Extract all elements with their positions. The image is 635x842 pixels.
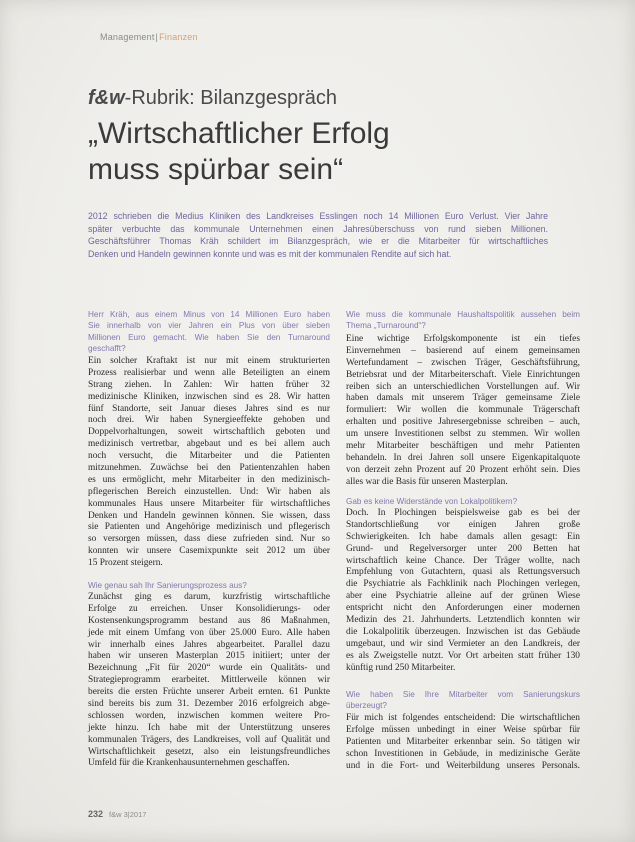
left-column — [88, 0, 330, 842]
answer-text-line: die Lokalpolitik überzeugen. Inzwischen ist das Gebäude — [346, 626, 580, 637]
answer-text-line: Denken und Handeln gewinnen können. Sie wissen, dass — [88, 510, 330, 521]
page-number: 232 — [88, 809, 104, 819]
answer-text-line: Erfolge müssen unbedingt in einer Weise spürbar für — [346, 724, 580, 735]
answer-text-line: haben wir unseren Masterplan 2015 initiiert; unter der — [88, 651, 330, 662]
answer-text-line: Doppelvorhaltungen, soweit wirtschaftlich geboten und — [88, 427, 330, 438]
question-text-line: Gab es keine Widerstände von Lokalpolitikern? — [346, 497, 518, 506]
answer-text-line: Ein solcher Kraftakt ist nur mit einem strukturierten — [88, 356, 330, 366]
answer-text-line: medizinisch vertretbar, abgebaut und es bei allem auch — [88, 439, 330, 450]
question-text-line: Wie muss die kommunale Haushaltspolitik aussehen beim — [346, 310, 580, 319]
answer-text-line: wir innerhalb eines Jahres abgearbeitet. Parallel dazu — [88, 639, 330, 650]
answer-text-line: umgebaut, und wir sind Vermieter an den Landkreis, der — [346, 638, 580, 649]
question-text-line: Sie innerhalb von vier Jahren ein Plus von über sieben — [88, 321, 330, 331]
answer-text-line: reiben sich an unterschiedlichen Vorstellungen auf. Wir — [346, 381, 580, 392]
answer-text-line: Grund- und Regelversorger unter 200 Betten hat — [346, 543, 580, 554]
magazine-brand: f&w — [88, 87, 125, 109]
rubric-label: -Rubrik: Bilanzgespräch — [124, 87, 337, 109]
answer-text-line: Eine wichtige Erfolgskomponente ist ein tiefes — [346, 334, 580, 344]
answer-text-line: künftig rund 250 Mitarbeiter. — [346, 662, 456, 673]
question-text-line: Wie genau sah Ihr Sanierungsprozess aus? — [88, 581, 247, 590]
answer-text-line: konnten wir unsere Casemixpunkte seit 2012 um über — [88, 546, 330, 557]
question-text-line: Millionen Euro gemacht. Wie haben Sie den Turnaround — [88, 332, 330, 342]
interview-question — [346, 689, 580, 712]
answer-text-line: bereits die ersten Früchte unserer Arbeit ernten. 61 Punkte — [88, 687, 330, 698]
answer-text-line: jekte hinzu. Ich habe mit der Unterstützung unseres — [88, 722, 330, 733]
right-column — [346, 0, 580, 842]
answer-text-line: formuliert: Wir wollen die kommunale Trägerschaft — [346, 405, 580, 416]
answer-text-line: es als Zweigstelle nutzt. Vor Ort arbeiten statt früher 130 — [346, 650, 580, 661]
answer-text-line: Medizin des 21. Jahrhunderts. Letztendlich konnten wir — [346, 615, 580, 626]
interview-answer — [88, 356, 330, 570]
answer-text-line: wirtschaftlich keine Chance. Der Träger wollte, nach — [346, 555, 580, 566]
answer-text-line: Wirtschaftlichkeit gesetzt, also ein leistungsfreundliches — [88, 746, 330, 757]
answer-text-line: sind bereits bis zum 31. Dezember 2016 erfolgreich abge- — [88, 699, 330, 710]
answer-text-line: behandeln. In drei Jahren soll unsere Eigenkapitalquote — [346, 452, 580, 463]
title-line-2: muss spürbar sein“ — [88, 153, 344, 186]
answer-text-line: Für mich ist folgendes entscheidend: Die wirtschaftlichen — [346, 713, 580, 723]
interview-answer — [88, 592, 330, 770]
interview-question — [88, 309, 330, 355]
answer-text-line: Prozess realisierbar und wenn alle Beteiligten an einem — [88, 367, 330, 378]
question-text-line: Herr Kräh, aus einem Minus von 14 Millionen Euro haben — [88, 310, 330, 319]
answer-text-line: pflegerischen Bereich einzustellen. Und: Wir haben als — [88, 486, 330, 497]
answer-text-line: Schwierigkeiten. Ich habe damals allen gesagt: Ein — [346, 531, 580, 542]
answer-text-line: Patienten und Mitarbeiter erkennbar sein. So tätigen wir — [346, 736, 580, 747]
lead-text-line: Denken und Handeln gewinnen konnte und was es mit der kommunalen Rendite auf sich hat. — [88, 248, 452, 259]
answer-text-line: Erfolge zu erreichen. Unser Konsolidierungs- oder — [88, 603, 330, 614]
answer-text-line: noch drei. Wir haben Synergieeffekte gehoben und — [88, 415, 330, 426]
answer-text-line: aber eine Psychiatrie alleine auf der grünen Wiese — [346, 591, 580, 602]
title-line-1: „Wirtschaftlicher Erfolg — [88, 117, 390, 150]
answer-text-line: noch versucht, die Mitarbeiter und die Patienten — [88, 451, 330, 462]
answer-text-line: kommunales Haus unsere Mitarbeiter für wirtschaftliches — [88, 498, 330, 509]
lead-text-line: Geschäftsführer Thomas Kräh schildert im Bilanzgespräch, wie er die Mitarbeiter für wirtschaftliches — [88, 236, 548, 247]
answer-text-line: Wertefundament – zwischen Träger, Geschäftsführung, — [346, 357, 580, 368]
answer-text-line: erhalten und positive Jahresergebnisse schreiben – auch, — [346, 417, 580, 428]
answer-text-line: Betriebsrat und der Mitarbeiterschaft. Viele Einrichtungen — [346, 369, 580, 380]
question-text-line: Thema „Turnaround“? — [346, 321, 426, 331]
interview-answer — [346, 713, 580, 772]
answer-text-line: Standortschließung vor einigen Jahren große — [346, 519, 580, 530]
answer-text-line: kommunalen Trägers, des Landkreises, voll auf Qualität und — [88, 734, 330, 745]
magazine-issue: f&w 3|2017 — [109, 810, 147, 819]
answer-text-line: Doch. In Plochingen beispielsweise gab es bei der — [346, 508, 580, 518]
answer-text-line: Umfeld für die Krankenhausunternehmen geschaffen. — [88, 758, 290, 769]
answer-text-line: 15 Prozent steigern. — [88, 558, 163, 569]
answer-text-line: alles war die Basis für unseren Masterplan. — [346, 476, 508, 487]
answer-text-line: schon Investitionen in Gebäude, in medizinische Geräte — [346, 748, 580, 759]
question-text-line: überzeugt? — [346, 701, 387, 711]
answer-text-line: von derzeit zehn Prozent auf 20 Prozent erhöht sein. Dies — [346, 464, 580, 475]
interview-question — [88, 580, 330, 591]
section-name: Management — [100, 32, 155, 42]
answer-text-line: es uns ermöglicht, mehr Mitarbeiter in den medizinisch- — [88, 474, 330, 485]
answer-text-line: mehr Mitarbeiter beschäftigen und mehr Patienten — [346, 441, 580, 452]
answer-text-line: schlossen worden, inzwischen kommen weitere Pro- — [88, 710, 330, 721]
answer-text-line: entspricht nicht den Anforderungen einer modernen — [346, 603, 580, 614]
answer-text-line: Empfehlung von Gutachtern, quasi als Rettungsversuch — [346, 567, 580, 578]
answer-text-line: Einvernehmen – basierend auf einem gemeinsamen — [346, 345, 580, 356]
answer-text-line: mitzunehmen. Zuwächse bei den Patientenzahlen haben — [88, 463, 330, 474]
answer-text-line: Zunächst ging es darum, kurzfristig wirtschaftliche — [88, 592, 330, 602]
interview-answer — [346, 508, 580, 674]
answer-text-line: und in die Fort- und Weiterbildung unseres Personals. — [346, 760, 580, 771]
answer-text-line: Strategieprogramm erarbeitet. Mittlerweile können wir — [88, 675, 330, 686]
section-separator: | — [155, 32, 159, 42]
answer-text-line: um unsere Investitionen selbst zu stemmen. Wir wollen — [346, 429, 580, 440]
page-footer — [88, 804, 146, 822]
answer-text-line: Bezeichnung „Fit für 2020“ wurde ein Qualitäts- und — [88, 663, 330, 674]
interview-question — [346, 309, 580, 332]
lead-text-line: 2012 schrieben die Medius Kliniken des Landkreises Esslingen noch 14 Millionen Euro Verlust. Vier Jahre — [88, 211, 548, 221]
interview-answer — [346, 334, 580, 489]
interview-question — [346, 496, 580, 507]
answer-text-line: haben damals mit unserem Träger gemeinsame Ziele — [346, 393, 580, 404]
answer-text-line: so versorgen müssen, dass diese zufrieden sind. Nur so — [88, 534, 330, 545]
answer-text-line: sie Patienten und Angehörige medizinisch und pflegerisch — [88, 522, 330, 533]
answer-text-line: medizinische Kliniken, inzwischen sind es 28. Wir hatten — [88, 391, 330, 402]
question-text-line: Wie haben Sie Ihre Mitarbeiter vom Sanierungskurs — [346, 690, 580, 699]
answer-text-line: fünf Standorte, seit Januar dieses Jahres sind es nur — [88, 403, 330, 414]
answer-text-line: die Psychiatrie als Fachklinik nach Plochingen verlegen, — [346, 579, 580, 590]
lead-text-line: später verbuchte das kommunale Unternehmen einen Jahresüberschuss von rund sieben Millionen. — [88, 223, 548, 234]
answer-text-line: Kostensenkungsprogramm bestand aus 86 Maßnahmen, — [88, 615, 330, 626]
subsection-name: Finanzen — [159, 32, 198, 42]
question-text-line: geschafft? — [88, 344, 126, 354]
answer-text-line: jede mit einem Umfang von über 25.000 Euro. Alle haben — [88, 627, 330, 638]
answer-text-line: Strang ziehen. In Zahlen: Wir hatten früher 32 — [88, 379, 330, 390]
